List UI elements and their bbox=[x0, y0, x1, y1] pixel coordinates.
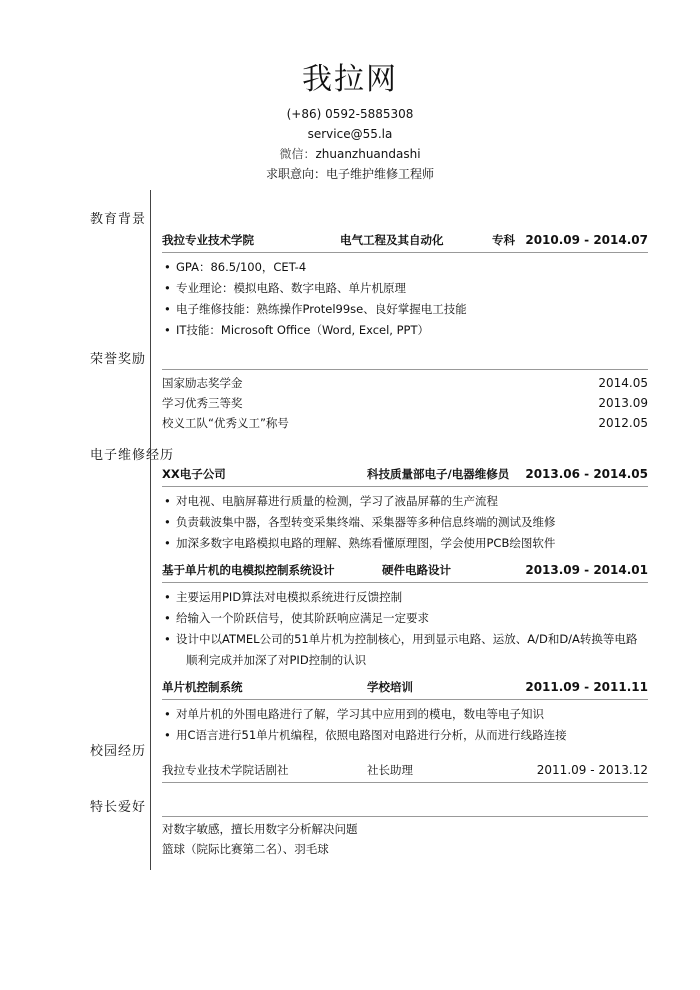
experience-bullets bbox=[162, 491, 648, 554]
campus-entry bbox=[162, 760, 648, 780]
wechat-label: 微信： bbox=[279, 147, 316, 161]
list-item: • 负责载波集中器，各型转变采集终端、采集器等多种信息终端的测试及维修 bbox=[162, 512, 648, 533]
experience-dates: 2013.06 - 2014.05 bbox=[525, 467, 648, 481]
divider bbox=[162, 486, 648, 487]
divider bbox=[162, 782, 648, 783]
campus-org: 我拉专业技术学院话剧社 bbox=[162, 763, 289, 777]
email-address: service@55.la bbox=[307, 127, 393, 141]
education-entry bbox=[162, 230, 648, 250]
wechat-id: zhuanzhuandashi bbox=[315, 147, 421, 161]
honor-row bbox=[162, 413, 648, 433]
organization-name: 单片机控制系统 bbox=[162, 680, 243, 694]
campus-dates: 2011.09 - 2013.12 bbox=[536, 763, 648, 777]
honor-date: 2013.09 bbox=[598, 396, 648, 410]
honor-row bbox=[162, 393, 648, 413]
wechat-line bbox=[0, 144, 700, 164]
honor-name: 校义工队“优秀义工”称号 bbox=[162, 416, 289, 430]
organization-name: 基于单片机的电模拟控制系统设计 bbox=[162, 563, 335, 577]
list-item: • 用C语言进行51单片机编程，依照电路图对电路进行分析，从而进行线路连接 bbox=[162, 725, 648, 746]
section-title-honors: 荣誉奖励 bbox=[90, 352, 147, 367]
experience-entry bbox=[162, 560, 648, 580]
divider bbox=[162, 699, 648, 700]
divider bbox=[162, 582, 648, 583]
honor-date: 2014.05 bbox=[598, 376, 648, 390]
hobby-line: 篮球（院际比赛第二名）、羽毛球 bbox=[162, 842, 329, 856]
list-item: • IT技能：Microsoft Office（Word, Excel, PPT） bbox=[162, 320, 648, 341]
education-dates: 2010.09 - 2014.07 bbox=[525, 233, 648, 247]
bullet-continuation: 顺利完成并加深了对PID控制的认识 bbox=[186, 653, 367, 667]
experience-dates: 2013.09 - 2014.01 bbox=[525, 563, 648, 577]
education-bullets bbox=[162, 257, 648, 341]
divider bbox=[162, 369, 648, 370]
divider bbox=[162, 816, 648, 817]
timeline-rule bbox=[150, 190, 151, 870]
hobby-line: 对数字敏感，擅长用数字分析解决问题 bbox=[162, 822, 358, 836]
honor-name: 国家励志奖学金 bbox=[162, 376, 243, 390]
list-item: • 主要运用PID算法对电模拟系统进行反馈控制 bbox=[162, 587, 648, 608]
experience-entry bbox=[162, 677, 648, 697]
list-item: • 给输入一个阶跃信号，使其阶跃响应满足一定要求 bbox=[162, 608, 648, 629]
list-item: • 电子维修技能：熟练操作Protel99se、良好掌握电工技能 bbox=[162, 299, 648, 320]
bullet-text: 设计中以ATMEL公司的51单片机为控制核心，用到显示电路、运放、A/D和D/A转换等电路 bbox=[176, 632, 638, 646]
list-item: • GPA：86.5/100，CET-4 bbox=[162, 257, 648, 278]
objective-label: 求职意向： bbox=[265, 167, 326, 181]
section-title-campus: 校园经历 bbox=[90, 744, 147, 759]
degree-name: 专科 bbox=[492, 233, 515, 247]
campus-role: 社长助理 bbox=[367, 763, 413, 777]
honor-name: 学习优秀三等奖 bbox=[162, 396, 243, 410]
list-item: • 对电视、电脑屏幕进行质量的检测，学习了液晶屏幕的生产流程 bbox=[162, 491, 648, 512]
role-title: 科技质量部电子/电器维修员 bbox=[367, 467, 510, 481]
list-item: • 加深多数字电路模拟电路的理解、熟练看懂原理图，学会使用PCB绘图软件 bbox=[162, 533, 648, 554]
role-title: 硬件电路设计 bbox=[382, 563, 451, 577]
major-name: 电气工程及其自动化 bbox=[340, 233, 444, 247]
list-item: • 专业理论：模拟电路、数字电路、单片机原理 bbox=[162, 278, 648, 299]
section-title-education: 教育背景 bbox=[90, 212, 147, 227]
experience-entry bbox=[162, 464, 648, 484]
phone-number: (+86) 0592-5885308 bbox=[286, 107, 414, 121]
organization-name: XX电子公司 bbox=[162, 467, 226, 481]
honor-row bbox=[162, 373, 648, 393]
section-title-experience: 电子维修经历 bbox=[90, 448, 175, 463]
objective-line bbox=[0, 164, 700, 184]
experience-bullets bbox=[162, 587, 648, 671]
honor-date: 2012.05 bbox=[598, 416, 648, 430]
experience-dates: 2011.09 - 2011.11 bbox=[525, 680, 648, 694]
candidate-name: 我拉网 bbox=[302, 62, 398, 97]
experience-bullets bbox=[162, 704, 648, 746]
list-item: • 对单片机的外围电路进行了解，学习其中应用到的模电，数电等电子知识 bbox=[162, 704, 648, 725]
list-item bbox=[162, 629, 648, 671]
divider bbox=[162, 252, 648, 253]
section-title-hobbies: 特长爱好 bbox=[90, 800, 147, 815]
objective-value: 电子维护维修工程师 bbox=[326, 167, 435, 181]
resume-header bbox=[0, 58, 700, 184]
school-name: 我拉专业技术学院 bbox=[162, 233, 254, 247]
role-title: 学校培训 bbox=[367, 680, 413, 694]
